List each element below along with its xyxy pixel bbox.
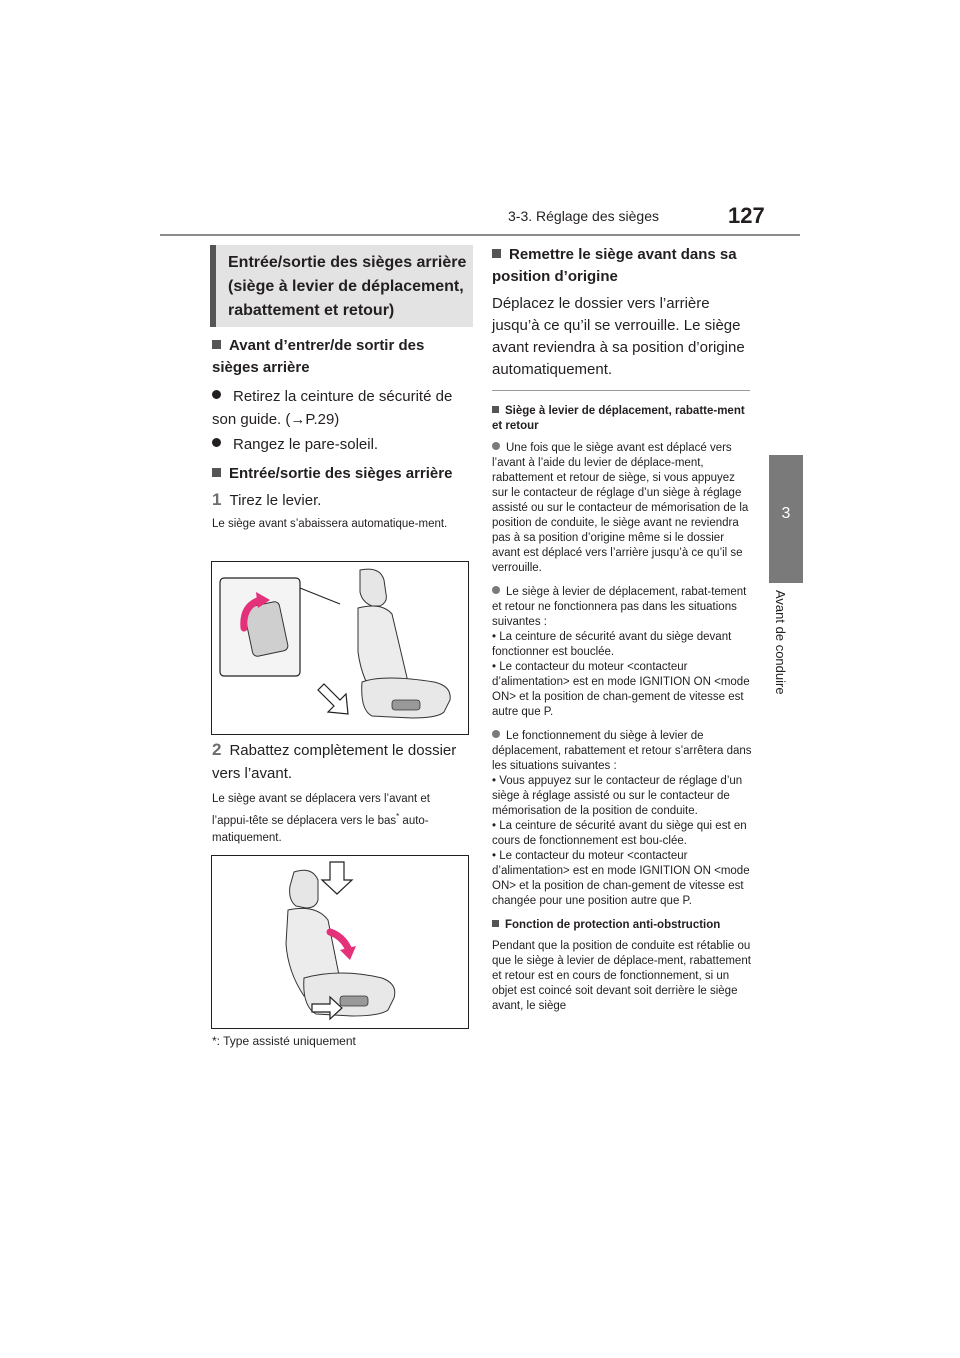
footnote: *: Type assisté uniquement [212,1034,356,1048]
round-bullet-icon [492,442,500,450]
subheading-return-text: Remettre le siège avant dans sa position d’origine [492,246,737,285]
notes-divider [492,390,750,391]
step-1 [212,488,470,512]
bullet-dot-icon [212,390,221,399]
step-2-note [212,791,467,847]
subheading-return [492,244,754,288]
subheading-before-text: Avant d’entrer/de sortir des sièges arrière [212,337,425,376]
note-1-title-text: Siège à levier de déplacement, rabatte-ment et retour [492,405,745,432]
figure-seat-lever [211,561,469,735]
header-section-title: 3-3. Réglage des sièges [508,208,659,224]
bullet-sunvisor-text: Rangez le pare-soleil. [233,436,379,453]
note-1-para-2-item-1: • La ceinture de sécurité avant du siège devant fonctionner est bouclée. [492,631,732,658]
step-1-note: Le siège avant s’abaissera automatique-ment. [212,518,448,530]
subheading-entry-text: Entrée/sortie des sièges arrière [229,465,453,482]
bullet-seatbelt-text: Retirez la ceinture de sécurité de son guide. (→P.29) [212,388,453,428]
square-bullet-icon [492,406,499,413]
step-1-text: Tirez le levier. [229,492,322,509]
note-2-title [492,918,754,933]
round-bullet-icon [492,586,500,594]
step-2-number: 2 [212,740,222,759]
note-1-para-3-item-1: • Vous appuyez sur le contacteur de réglage d’un siège à réglage assisté ou sur le contacteur de mémorisation de la position de conduite. [492,775,743,817]
bullet-dot-icon [212,438,221,447]
step-2-note-b: auto-matiquement. [212,814,429,844]
footnote-marker: * [396,812,400,821]
square-bullet-icon [492,920,499,927]
return-paragraph: Déplacez le dossier vers l’arrière jusqu’à ce qu’il se verrouille. Le siège avant reviendra à sa position d’origine automatiquement. [492,295,745,378]
note-1-title [492,404,754,434]
section-heading: Entrée/sortie des sièges arrière (siège à levier de déplacement, rabattement et retour) [228,254,467,319]
note-1-para-3 [492,729,754,774]
note-1-para-2 [492,585,754,630]
note-1-para-2-text: Le siège à levier de déplacement, rabat-tement et retour ne fonctionnera pas dans les situations suivantes : [492,586,747,628]
subheading-before [212,335,470,379]
note-1-para-1 [492,441,754,576]
page-number: 127 [728,203,765,228]
step-2 [212,738,470,785]
note-1-para-3-text: Le fonctionnement du siège à levier de déplacement, rabattement et retour s’arrêtera dans les situations suivantes : [492,730,752,772]
note-1-para-2-item-2: • Le contacteur du moteur <contacteur d’alimentation> est en mode IGNITION ON <mode ON> et la position de chan-gement de vitesse est autre que P. [492,661,750,718]
seat-lever-illustration [212,562,468,734]
step-1-number: 1 [212,490,222,509]
note-1-para-3-item-2: • La ceinture de sécurité avant du siège qui est en cours de fonctionnement est bou-clée. [492,820,747,847]
note-1-para-3-item-3: • Le contacteur du moteur <contacteur d’alimentation> est en mode IGNITION ON <mode ON> et la position de chan-gement de vitesse est changée pour une position autre que P. [492,850,750,907]
chapter-label: Avant de conduire [773,590,788,695]
step-2-note-a: Le siège avant se déplacera vers l’avant et l’appui-tête se déplacera vers le bas [212,793,430,827]
figure-seat-fold [211,855,469,1029]
seat-fold-illustration [212,856,468,1028]
note-1-para-1-text: Une fois que le siège avant est déplacé vers l’avant à l’aide du levier de déplace-ment, rabattement et retour de siège, si vous appuyez sur le contacteur de réglage d’un siège à réglage assisté ou sur le contacteur de mémorisation de la position de conduite, le siège avant ne reviendra pas à sa position d’origine même si le dossier avant est déplacé vers l’arrière jusqu’à ce qu’il se verrouille. [492,442,749,574]
bullet-sunvisor [212,433,470,456]
subheading-entry [212,463,470,485]
round-bullet-icon [492,730,500,738]
notes-block [492,404,754,1014]
square-bullet-icon [212,340,221,349]
square-bullet-icon [492,249,501,258]
header-rule [160,234,800,236]
chapter-number: 3 [781,505,791,522]
square-bullet-icon [212,468,221,477]
bullet-seatbelt [212,385,470,431]
note-2-text: Pendant que la position de conduite est rétablie ou que le siège à levier de déplace-ment, rabattement et retour est en cours de fonctionnement, si un objet est coincé soit devant soit derrière le siège avant, le siège [492,940,751,1012]
note-2-title-text: Fonction de protection anti-obstruction [505,919,721,931]
section-heading-box [210,245,473,327]
step-2-text: Rabattez complètement le dossier vers l’avant. [212,742,457,782]
